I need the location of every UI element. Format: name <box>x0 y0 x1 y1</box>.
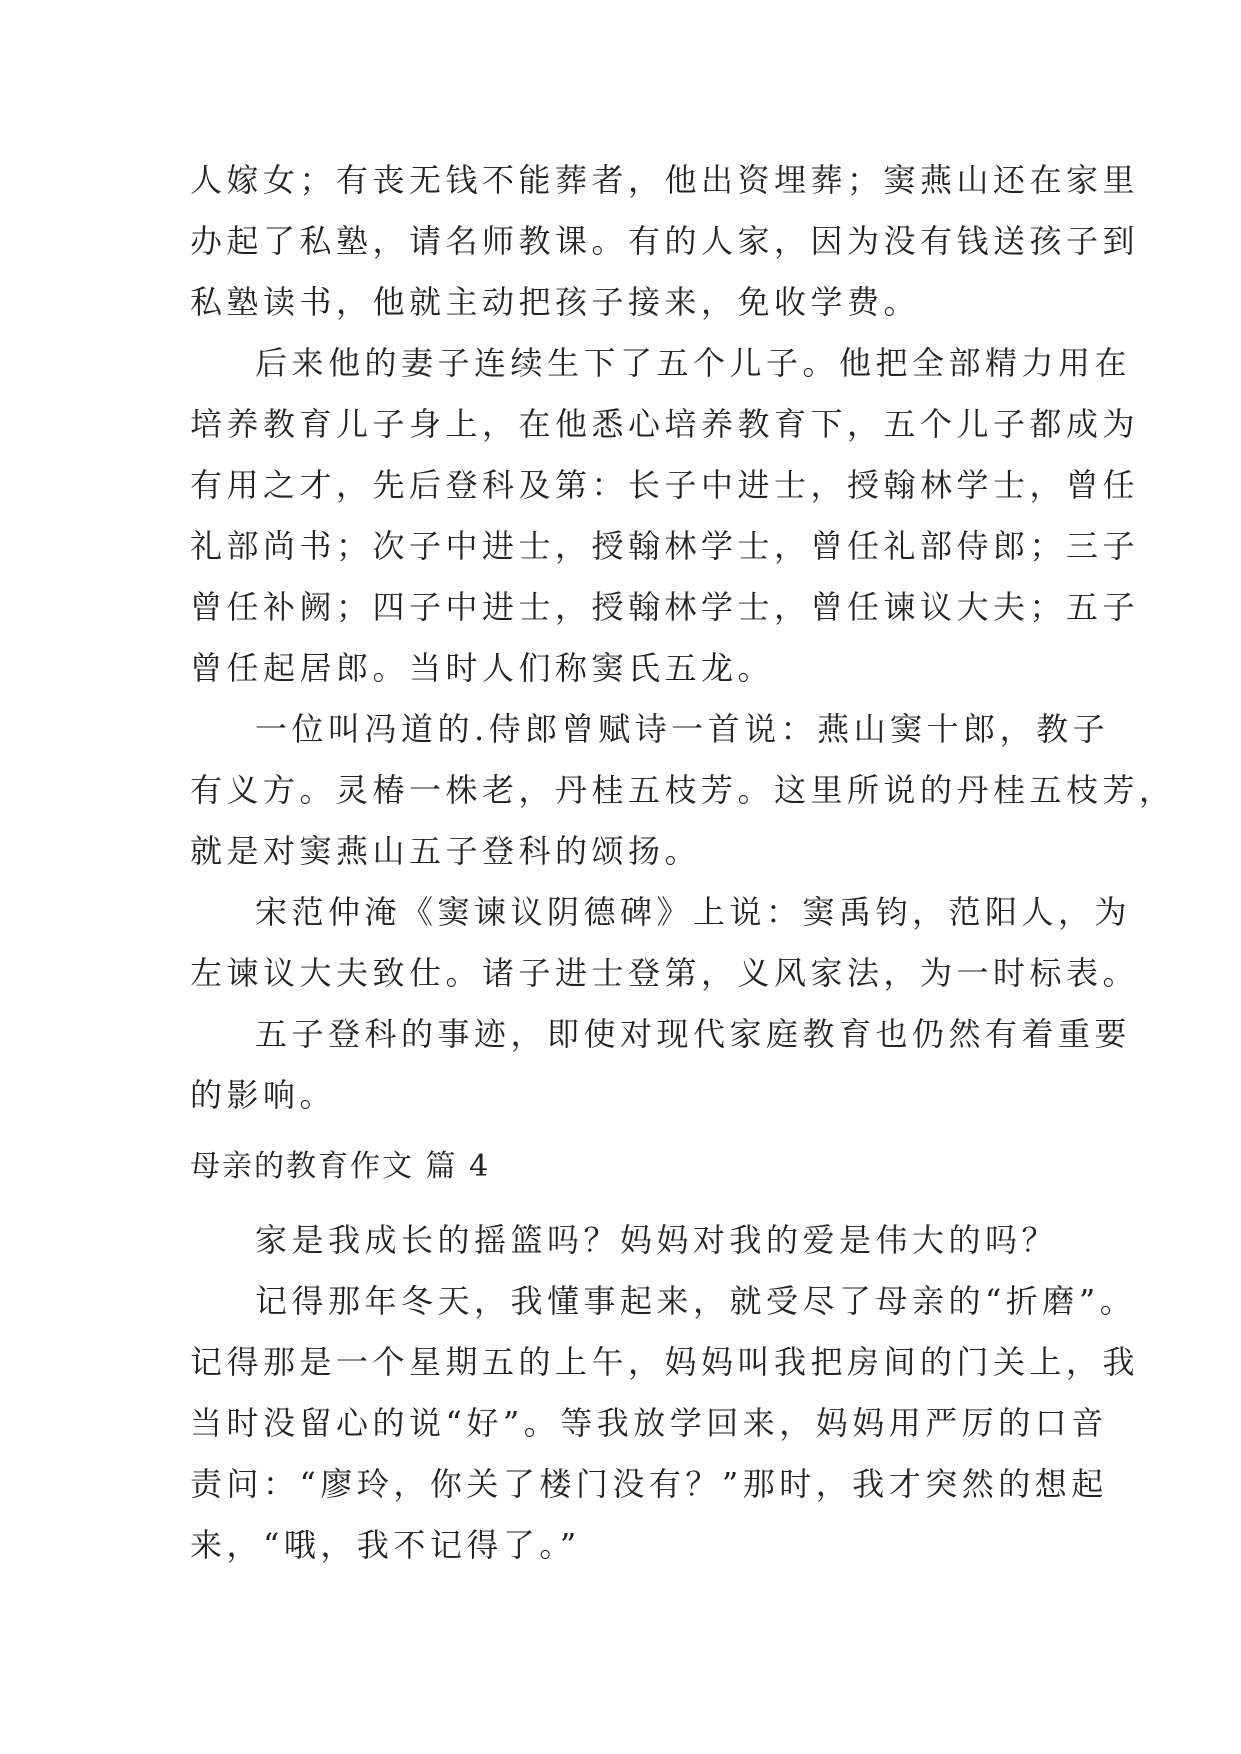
paragraph-line: 私塾读书，他就主动把孩子接来，免收学费。 <box>190 283 921 321</box>
paragraph-line: 曾任补阙；四子中进士，授翰林学士，曾任谏议大夫；五子 <box>190 588 1140 626</box>
paragraph-line: 后来他的妻子连续生下了五个儿子。他把全部精力用在 <box>255 344 1132 382</box>
section-heading: 母亲的教育作文 篇 4 <box>190 1149 491 1184</box>
paragraph-1 <box>190 150 1140 333</box>
paragraph-line: 人嫁女；有丧无钱不能葬者，他出资埋葬；窦燕山还在家里 <box>190 161 1140 199</box>
paragraph-line: 一位叫冯道的.侍郎曾赋诗一首说：燕山窦十郎，教子 <box>255 710 1110 748</box>
paragraph-line: 当时没留心的说“好”。等我放学回来，妈妈用严厉的口音 <box>190 1404 1108 1442</box>
paragraph-line: 培养教育儿子身上，在他悉心培养教育下，五个儿子都成为 <box>190 405 1140 443</box>
paragraph-line: 宋范仲淹《窦谏议阴德碑》上说：窦禹钧，范阳人，为 <box>255 893 1132 931</box>
paragraph-3 <box>190 699 1176 882</box>
paragraph-line: 办起了私塾，请名师教课。有的人家，因为没有钱送孩子到 <box>190 222 1140 260</box>
paragraph-line: 左谏议大夫致仕。诸子进士登第，义风家法，为一时标表。 <box>190 954 1140 992</box>
paragraph-line: 家是我成长的摇篮吗？妈妈对我的爱是伟大的吗？ <box>255 1221 1059 1259</box>
section-paragraph-1 <box>190 1210 1060 1271</box>
paragraph-line: 有用之才，先后登科及第：长子中进士，授翰林学士，曾任 <box>190 466 1140 504</box>
paragraph-line: 五子登科的事迹，即使对现代家庭教育也仍然有着重要 <box>255 1015 1132 1053</box>
paragraph-line: 礼部尚书；次子中进士，授翰林学士，曾任礼部侍郎；三子 <box>190 527 1140 565</box>
paragraph-line: 有义方。灵椿一株老，丹桂五枝芳。这里所说的丹桂五枝芳， <box>190 771 1176 809</box>
paragraph-line: 责问：“廖玲，你关了楼门没有？”那时，我才突然的想起 <box>190 1465 1108 1503</box>
paragraph-2 <box>190 333 1140 699</box>
paragraph-line: 记得那年冬天，我懂事起来，就受尽了母亲的“折磨”。 <box>255 1282 1137 1320</box>
paragraph-line: 的影响。 <box>190 1076 337 1114</box>
paragraph-line: 就是对窦燕山五子登科的颂扬。 <box>190 832 702 870</box>
paragraph-5 <box>190 1004 1132 1126</box>
paragraph-line: 来，“哦，我不记得了。” <box>190 1526 581 1564</box>
section-paragraph-2 <box>190 1271 1140 1576</box>
paragraph-line: 记得那是一个星期五的上午，妈妈叫我把房间的门关上，我 <box>190 1343 1140 1381</box>
paragraph-4 <box>190 882 1140 1004</box>
paragraph-line: 曾任起居郎。当时人们称窦氏五龙。 <box>190 649 775 687</box>
